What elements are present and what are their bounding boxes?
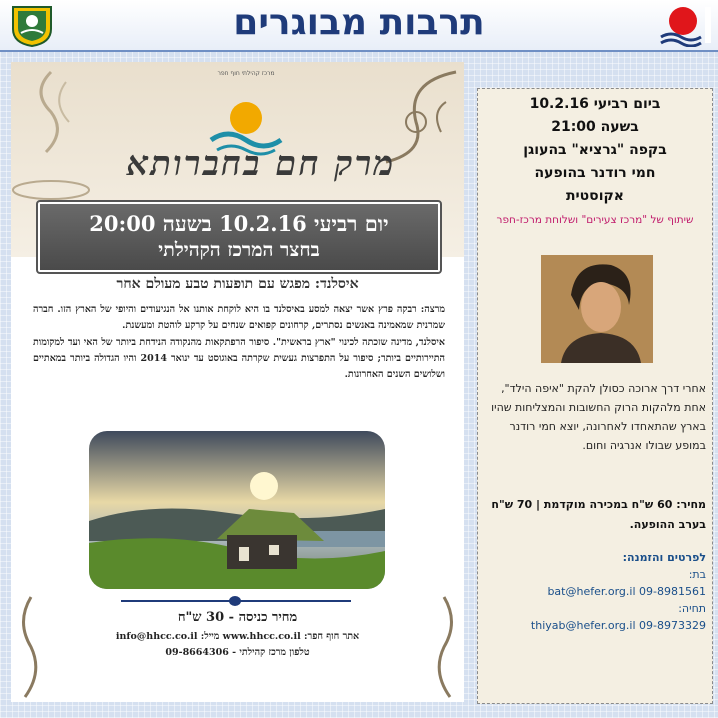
concert-date: ביום רביעי 10.2.16 xyxy=(529,96,661,112)
collaboration-note: שיתוף של "מרכז צעירים" ושלוחת מרכז-חפר xyxy=(496,214,694,226)
brand-caption: מרכז קהילתי חוף חפר xyxy=(217,70,275,77)
event-brand-name: מרק חם בחברותא xyxy=(126,144,396,184)
contact-name: תחיה: xyxy=(678,602,706,615)
cup-steam-icon xyxy=(11,62,101,202)
artist-portrait-image xyxy=(541,255,653,363)
lecture-paragraph: מרצה: רבקה פרץ אשר יצאה למסע באיסלנד בו היא לוקחת אותנו אל הנגיעודים והיופי של הארץ הזו. חברה שמרנית שמאמינה באנשים נסתרים, קרחונים קפואים שנחים על קרקע לוהטת ומעשנת. xyxy=(33,304,445,331)
iceland-landscape-image xyxy=(89,431,385,589)
header-bar xyxy=(0,0,718,52)
contact-details[interactable]: 09-8981561 bat@hefer.org.il xyxy=(547,585,706,598)
event-poster xyxy=(11,62,464,702)
ornament-swirl-icon xyxy=(11,592,45,702)
community-center-logo-icon xyxy=(647,3,713,47)
poster-price: מחיר כניסה - 30 ש"ח xyxy=(177,610,298,625)
concert-performer: חמי רודנר בהופעה xyxy=(534,165,656,181)
lecture-paragraph: איסלנד, מדינה שזכתה לכינוי "ארץ בראשית". סיפור הרפתקאות מהנקודה הנידחת ביותר של האי ועד למקומות התיירותיים ביותר; סיפור על התפרצות געשית שקרתה באוגוסט עד ינואר 2014 והיו הגדולה ביותר במאתיים ושלושים השנים האחרונות. xyxy=(33,337,446,380)
poster-location: בחצר המרכז הקהילתי xyxy=(158,239,320,261)
lecture-title: איסלנד: מפגש עם תופעות טבע מעולם אחר xyxy=(116,276,359,292)
poster-date-box xyxy=(38,202,440,272)
concert-panel xyxy=(477,88,713,704)
poster-website: אתר חוף חפר: www.hhcc.co.il מייל: info@hhcc.co.il xyxy=(115,631,360,642)
page-title: תרבות מבוגרים xyxy=(233,2,485,43)
ticket-price: מחיר: 60 ש"ח במכירה מוקדמת | 70 ש"ח בערב ההופעה. xyxy=(491,498,706,531)
concert-type: אקוסטית xyxy=(565,188,625,204)
contact-name: בת: xyxy=(688,568,706,581)
lecture-description xyxy=(33,302,445,384)
poster-date: יום רביעי 10.2.16 בשעה 20:00 xyxy=(89,211,389,236)
poster-phone: טלפון מרכז קהילתי - 09-8664306 xyxy=(165,647,310,658)
ornament-swirl-icon xyxy=(430,592,464,702)
contact-details[interactable]: 09-8973329 thiyab@hefer.org.il xyxy=(530,619,706,632)
contact-info xyxy=(488,549,706,634)
concert-details xyxy=(488,93,702,208)
concert-time: בשעה 21:00 xyxy=(551,119,639,135)
divider-ornament xyxy=(229,596,241,606)
performer-description: אחרי דרך ארוכה כסולן להקת "איפה הילד", אחת מלהקות הרוק החשובות והמצליחות שהיו בארץ שהתאחדו לאחרונה, יוצא חמי רודנר במופע שבולו אנרגיה וחום. xyxy=(491,382,706,452)
municipal-emblem-icon xyxy=(9,3,55,47)
contact-heading: לפרטים והזמנה: xyxy=(622,551,706,564)
concert-venue: בקפה "גרציא" בהעוגן xyxy=(523,142,667,158)
